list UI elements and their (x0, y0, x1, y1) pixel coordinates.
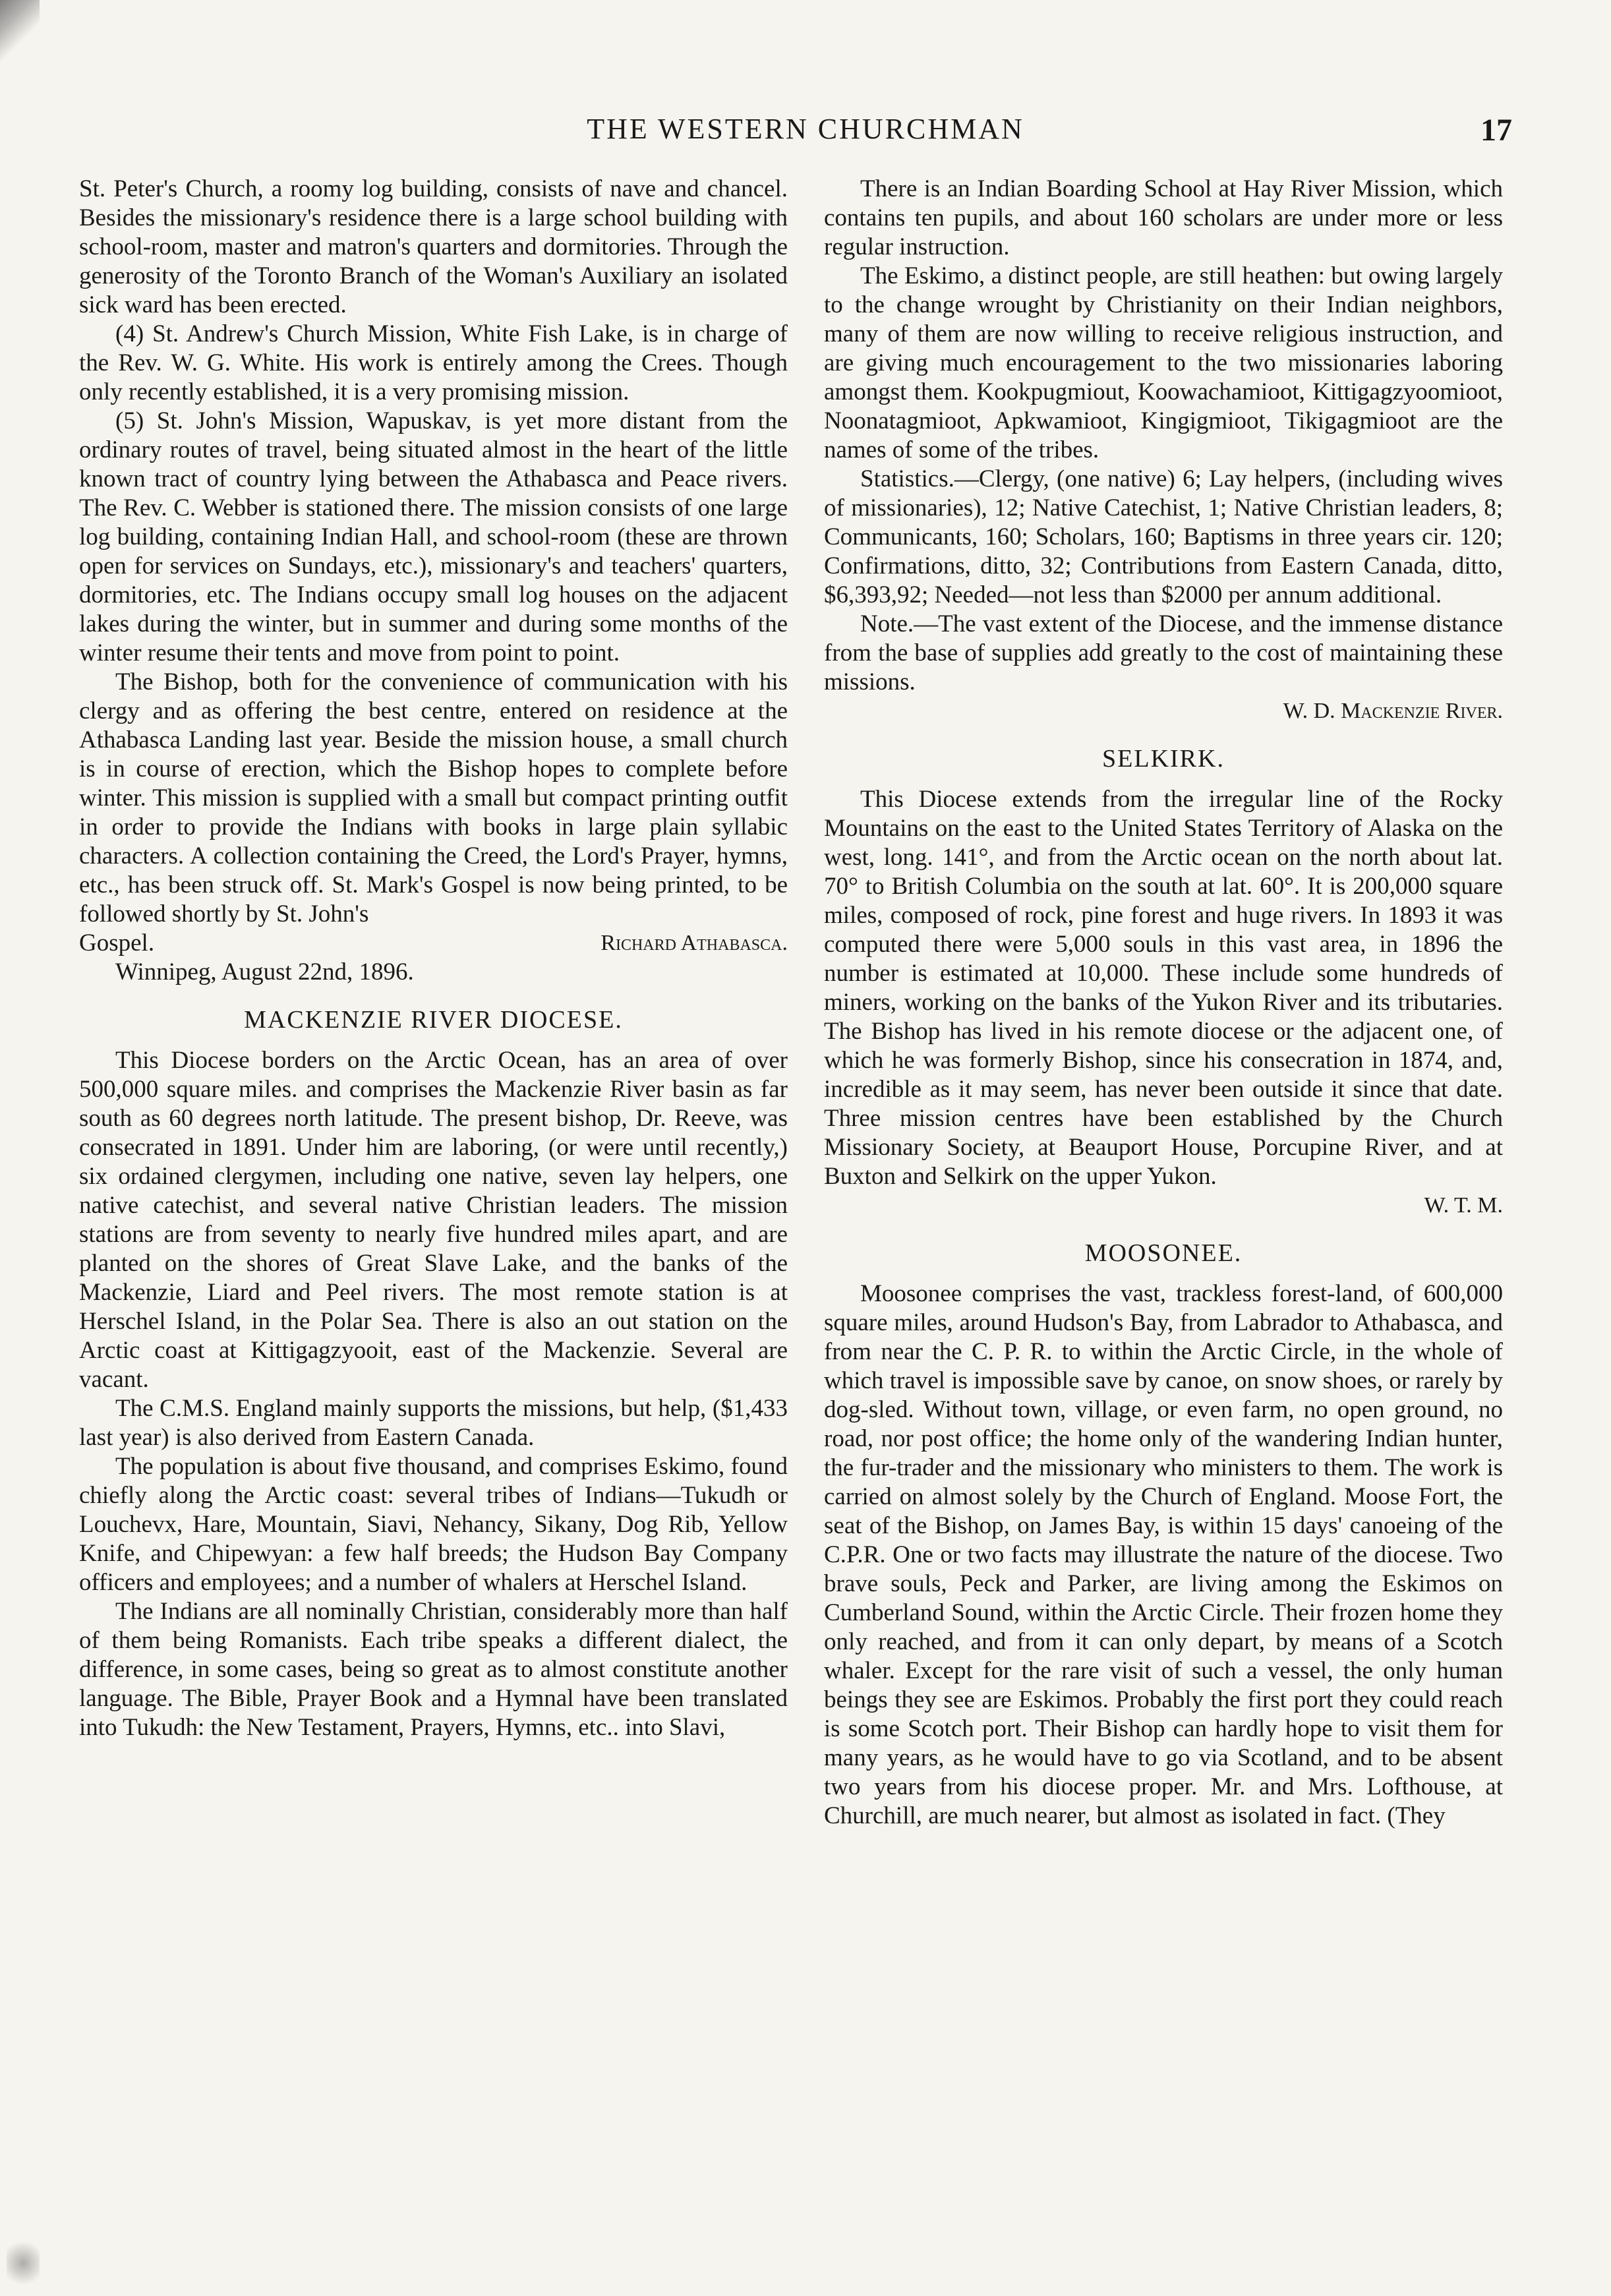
paragraph-moosonee: Moosonee comprises the vast, trackless forest-land, of 600,000 square miles, around Hudson's Bay, from Labrador to Athabasca, and from near the C. P. R. to within the Arctic Circle, in the whole of which travel is impossible save by canoe, on snow shoes, or rarely by dog-sled. Without town, village, or even farm, no open ground, no road, nor post office; the home only of the wandering Indian hunter, the fur-trader and the missionary who ministers to them. The work is carried on almost solely by the Church of England. Moose Fort, the seat of the Bishop, on James Bay, is within 15 days' canoeing of the C.P.R. One or two facts may illustrate the nature of the diocese. Two brave souls, Peck and Parker, are living among the Eskimos on Cumberland Sound, within the Arctic Circle. Their frozen home they only reached, and from it can only depart, by means of a Scotch whaler. Except for the rare visit of such a vessel, the only human beings they see are Eskimos. Probably the first port they could reach is some Scotch port. Their Bishop can hardly hope to visit them for many years, as he would have to go via Scotland, and to be absent two years from his diocese proper. Mr. and Mrs. Lofthouse, at Churchill, are much nearer, but almost as isolated in fact. (They (824, 1280, 1503, 1829)
scan-corner-mark (0, 0, 40, 66)
paragraph-st-peters: St. Peter's Church, a roomy log building, consists of nave and chancel. Besides the missionary's residence there is a large school building with school-room, master and matron's quarters and dormitories. Through the generosity of the Toronto Branch of the Woman's Auxiliary an isolated sick ward has been erected. (79, 175, 788, 318)
signature-mackenzie-river: W. D. Mackenzie River. (1283, 699, 1503, 723)
right-column (824, 175, 1503, 2237)
paragraph-st-johns: (5) St. John's Mission, Wapuskav, is yet more distant from the ordinary routes of travel, being situated almost in the heart of the little known tract of country lying between the Athabasca and Peace rivers. The Rev. C. Webber is stationed there. The mission consists of one large log building, containing Indian Hall, and school-room (these are thrown open for services on Sundays, etc.), missionary's and teachers' quarters, dormitories, etc. The Indians occupy small log houses on the adjacent lakes during the winter, but in summer and during some months of the winter resume their tents and move from point to point. (79, 407, 788, 666)
paragraph-st-andrews: (4) St. Andrew's Church Mission, White Fish Lake, is in charge of the Rev. W. G. White. His work is entirely among the Crees. Though only recently established, it is a very promising mission. (79, 320, 788, 405)
scan-bottom-mark (7, 2237, 40, 2289)
left-column (79, 175, 788, 2237)
paragraph-bishop-residence: The Bishop, both for the convenience of communication with his clergy and as offering the best centre, entered on residence at the Athabasca Landing last year. Beside the mission house, a small church is in course of erection, which the Bishop hopes to complete before winter. This mission is supplied with a small but compact printing outfit in order to provide the Indians with books in large plain syllabic characters. A collection containing the Creed, the Lord's Prayer, hymns, etc., has been struck off. St. Mark's Gospel is now being printed, to be followed shortly by St. John's (79, 668, 788, 927)
heading-moosonee: MOOSONEE. (1084, 1239, 1243, 1267)
heading-mackenzie-river: MACKENZIE RIVER DIOCESE. (244, 1006, 623, 1034)
paragraph-mackenzie-borders: This Diocese borders on the Arctic Ocean, has an area of over 500,000 square miles. and comprises the Mackenzie River basin as far south as 60 degrees north latitude. The present bishop, Dr. Reeve, was consecrated in 1891. Under him are laboring, (or were until recently,) six ordained clergymen, including one native, seven lay helpers, one native catechist, and several native Christian leaders. The mission stations are from seventy to nearly five hundred miles apart, and are planted on the shores of Great Slave Lake, and the banks of the Mackenzie, Liard and Peel rivers. The most remote station is at Herschel Island, in the Polar Sea. There is also an out station on the Arctic coast at Kittigagzyooit, east of the Mackenzie. Several are vacant. (79, 1047, 788, 1393)
heading-selkirk: SELKIRK. (1102, 745, 1225, 773)
paragraph-selkirk: This Diocese extends from the irregular line of the Rocky Mountains on the east to the United States Territory of Alaska on the west, long. 141°, and from the Arctic ocean on the north about lat. 70° to British Columbia on the south at lat. 60°. It is 200,000 square miles, composed of rock, pine forest and huge rivers. In 1893 it was computed there were 5,000 souls in this vast area, in 1896 the number is estimated at 10,000. These include some hundreds of miners, working on the banks of the Yukon River and its tributaries. The Bishop has lived in his remote diocese or the adjacent one, of which he was formerly Bishop, since his consecration in 1874, and, incredible as it may seem, has never been outside it since that date. Three mission centres have been established by the Church Missionary Society, at Beauport House, Porcupine River, and at Buxton and Selkirk on the upper Yukon. (824, 786, 1503, 1190)
signature-athabasca: Richard Athabasca. (600, 931, 788, 955)
page-header (0, 112, 1611, 165)
paragraph-population: The population is about five thousand, and comprises Eskimo, found chiefly along the Arctic coast: several tribes of Indians—Tukudh or Louchevx, Hare, Mountain, Siavi, Nehancy, Sikany, Dog Rib, Yellow Knife, and Chipewyan: a few half breeds; the Hudson Bay Company officers and employees; and a number of whalers at Herschel Island. (79, 1453, 788, 1596)
signature-wtm: W. T. M. (1424, 1193, 1503, 1218)
paragraph-eskimo: The Eskimo, a distinct people, are still heathen: but owing largely to the change wrought by Christianity on their Indian neighbors, many of them are now willing to receive religious instruction, and are giving much encouragement to the two missionaries laboring amongst them. Kookpugmiout, Koowachamioot, Kittigagzyoomioot, Noonatagmioot, Apkwamioot, Kingigmioot, Tikigagmioot are the names of some of the tribes. (824, 262, 1503, 463)
paragraph-statistics: Statistics.—Clergy, (one native) 6; Lay helpers, (including wives of missionaries), 12; Native Catechist, 1; Native Christian leaders, 8; Communicants, 160; Scholars, 160; Baptisms in three years cir. 120; Confirmations, ditto, 32; Contributions from Eastern Canada, ditto, $6,393,92; Needed—not less than $2000 per annum additional. (824, 465, 1503, 608)
gospel-word: Gospel. (79, 929, 155, 957)
running-title: THE WESTERN CHURCHMAN (587, 113, 1024, 145)
paragraph-cms-support: The C.M.S. England mainly supports the missions, but help, ($1,433 last year) is also derived from Eastern Canada. (79, 1395, 788, 1451)
paragraph-note: Note.—The vast extent of the Diocese, and the immense distance from the base of supplies add greatly to the cost of maintaining these missions. (824, 610, 1503, 695)
dateline: Winnipeg, August 22nd, 1896. (115, 958, 414, 986)
page-number: 17 (1480, 113, 1512, 148)
paragraph-boarding-school: There is an Indian Boarding School at Hay River Mission, which contains ten pupils, and about 160 scholars are under more or less regular instruction. (824, 175, 1503, 260)
signature-line-athabasca (79, 929, 788, 958)
paragraph-indians-christian: The Indians are all nominally Christian, considerably more than half of them being Romanists. Each tribe speaks a different dialect, the difference, in some cases, being so great as to almost constitute another language. The Bible, Prayer Book and a Hymnal have been translated into Tukudh: the New Testament, Prayers, Hymns, etc.. into Slavi, (79, 1598, 788, 1741)
